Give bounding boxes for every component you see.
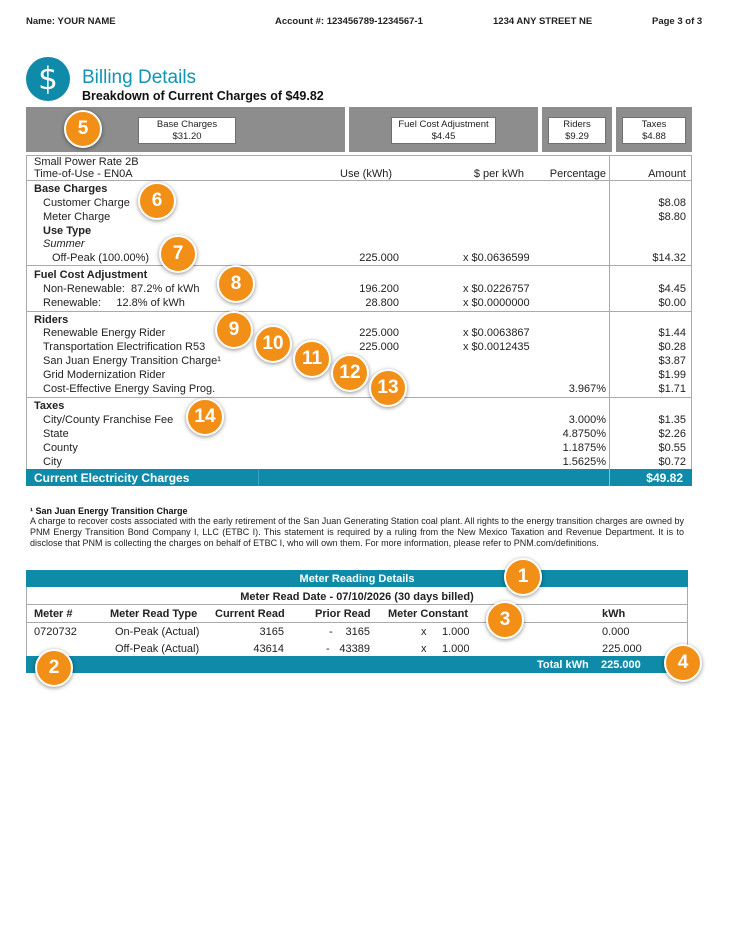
meter-read-date: Meter Read Date - 07/10/2026 (30 days billed) bbox=[240, 591, 474, 603]
line-label: Non-Renewable: 87.2% of kWh bbox=[43, 283, 200, 295]
callout-badge-7: 7 bbox=[159, 235, 197, 273]
meter-read-type: Off-Peak (Actual) bbox=[115, 643, 200, 655]
callout-badge-10: 10 bbox=[254, 325, 292, 363]
page-title: Billing Details bbox=[82, 67, 197, 88]
section-heading-taxes: Taxes bbox=[34, 400, 65, 412]
rider-label: Renewable Energy Rider bbox=[43, 327, 166, 339]
callout-badge-3: 3 bbox=[486, 601, 524, 639]
line-label: Off-Peak (100.00%) bbox=[52, 252, 150, 264]
tax-amount: $2.26 bbox=[658, 428, 686, 440]
line-amount: $0.00 bbox=[658, 297, 686, 309]
callout-badge-6: 6 bbox=[138, 182, 176, 220]
rider-amount: $1.99 bbox=[658, 369, 686, 381]
callout-badge-14: 14 bbox=[186, 398, 224, 436]
meter-col-prior: Prior Read bbox=[315, 608, 371, 620]
callout-badge-12: 12 bbox=[331, 354, 369, 392]
tax-label: County bbox=[43, 442, 78, 454]
meter-title: Meter Reading Details bbox=[299, 573, 415, 585]
customer-name: Name: YOUR NAME bbox=[26, 16, 116, 27]
tax-label: City/County Franchise Fee bbox=[43, 414, 174, 426]
callout-badge-13: 13 bbox=[369, 369, 407, 407]
section-heading-riders: Riders bbox=[34, 314, 69, 326]
meter-dash: - bbox=[326, 643, 330, 655]
callout-badge-9: 9 bbox=[215, 311, 253, 349]
section-heading-base: Base Charges bbox=[34, 183, 108, 195]
tax-amount: $0.72 bbox=[658, 456, 686, 468]
current-charges-label: Current Electricity Charges bbox=[34, 471, 190, 485]
rider-label: Transportation Electrification R53 bbox=[43, 341, 206, 353]
rider-amount: $3.87 bbox=[658, 355, 686, 367]
table-header-divider bbox=[26, 180, 692, 181]
tax-amount: $1.35 bbox=[658, 414, 686, 426]
rider-label: San Juan Energy Transition Charge¹ bbox=[43, 355, 221, 367]
rider-percentage: 3.967% bbox=[568, 383, 606, 395]
total-kwh-label: Total kWh bbox=[537, 659, 589, 671]
rider-label: Cost-Effective Energy Saving Prog. bbox=[43, 383, 216, 395]
line-amount: $14.32 bbox=[652, 252, 686, 264]
col-header-percentage: Percentage bbox=[549, 168, 606, 180]
callout-badge-8: 8 bbox=[217, 265, 255, 303]
meter-current-read: 3165 bbox=[259, 626, 284, 638]
meter-constant: 1.000 bbox=[442, 643, 470, 655]
callout-badge-4: 4 bbox=[664, 644, 702, 682]
line-use: 225.000 bbox=[359, 252, 399, 264]
meter-x: x bbox=[421, 626, 427, 638]
callout-badge-11: 11 bbox=[293, 340, 331, 378]
meter-col-meter: Meter # bbox=[34, 608, 73, 620]
summary-riders: Riders $9.29 bbox=[548, 117, 606, 144]
section-divider bbox=[26, 265, 692, 266]
row-divider bbox=[258, 469, 259, 486]
callout-badge-2: 2 bbox=[35, 649, 73, 687]
summary-fuel-cost: Fuel Cost Adjustment $4.45 bbox=[391, 117, 496, 144]
section-heading-fuel: Fuel Cost Adjustment bbox=[34, 269, 148, 281]
page-subtitle: Breakdown of Current Charges of $49.82 bbox=[82, 89, 324, 103]
line-label: Customer Charge bbox=[43, 197, 130, 209]
rider-amount: $1.44 bbox=[658, 327, 686, 339]
meter-dash: - bbox=[329, 626, 333, 638]
total-kwh-value: 225.000 bbox=[601, 659, 641, 671]
tax-percentage: 1.5625% bbox=[562, 456, 606, 468]
meter-kwh: 0.000 bbox=[602, 626, 630, 638]
use-type-heading: Use Type bbox=[43, 225, 92, 237]
tax-amount: $0.55 bbox=[658, 442, 686, 454]
tax-label: City bbox=[43, 456, 62, 468]
section-divider bbox=[26, 311, 692, 312]
rider-label: Grid Modernization Rider bbox=[43, 369, 166, 381]
section-divider bbox=[26, 397, 692, 398]
rider-amount: $0.28 bbox=[658, 341, 686, 353]
line-rate: x $0.0636599 bbox=[463, 252, 530, 264]
footnote-title: ¹ San Juan Energy Transition Charge bbox=[30, 506, 188, 516]
line-use: 196.200 bbox=[359, 283, 399, 295]
callout-badge-5: 5 bbox=[64, 110, 102, 148]
meter-x: x bbox=[421, 643, 427, 655]
current-charges-amount: $49.82 bbox=[646, 471, 683, 485]
rider-rate: x $0.0012435 bbox=[463, 341, 530, 353]
line-amount: $4.45 bbox=[658, 283, 686, 295]
page-number: Page 3 of 3 bbox=[652, 16, 703, 27]
line-label: Renewable: 12.8% of kWh bbox=[43, 297, 185, 309]
meter-divider bbox=[26, 604, 688, 605]
meter-prior-read: 3165 bbox=[345, 626, 370, 638]
meter-current-read: 43614 bbox=[253, 643, 284, 655]
line-rate: x $0.0000000 bbox=[463, 297, 530, 309]
line-amount: $8.08 bbox=[658, 197, 686, 209]
meter-col-type: Meter Read Type bbox=[110, 608, 198, 620]
rate-name: Small Power Rate 2B bbox=[34, 156, 139, 168]
rider-use: 225.000 bbox=[359, 327, 399, 339]
season-label: Summer bbox=[43, 238, 85, 250]
summary-taxes: Taxes $4.88 bbox=[622, 117, 686, 144]
rider-rate: x $0.0063867 bbox=[463, 327, 530, 339]
tax-percentage: 4.8750% bbox=[562, 428, 606, 440]
service-address: 1234 ANY STREET NE bbox=[493, 16, 593, 27]
rider-amount: $1.71 bbox=[658, 383, 686, 395]
col-header-amount: Amount bbox=[648, 168, 686, 180]
rate-schedule: Time-of-Use - EN0A bbox=[34, 168, 133, 180]
footnote-text: A charge to recover costs associated with the early retirement of the San Juan Generating Station coal plant. All rights to the energy transition charges are owned by PNM Energy Transition Bond Company I, LLC (ETBC I). This statement is required by a ruling from the New Mexico Taxation and Revenue Department. It is to disclose that PNM is collecting the charges on behalf of ETBC I, who will own them. For more information, please refer to PNM.com/definitions. bbox=[30, 516, 684, 549]
summary-base-charges: Base Charges $31.20 bbox=[138, 117, 236, 144]
meter-read-type: On-Peak (Actual) bbox=[115, 626, 200, 638]
meter-col-current: Current Read bbox=[215, 608, 285, 620]
row-divider bbox=[609, 469, 610, 486]
dollar-sign-icon: $ bbox=[26, 57, 70, 101]
meter-prior-read: 43389 bbox=[339, 643, 370, 655]
tax-percentage: 3.000% bbox=[568, 414, 606, 426]
tax-percentage: 1.1875% bbox=[562, 442, 606, 454]
callout-badge-1: 1 bbox=[504, 558, 542, 596]
col-header-use: Use (kWh) bbox=[340, 168, 392, 180]
line-label: Meter Charge bbox=[43, 211, 111, 223]
account-number: Account #: 123456789-1234567-1 bbox=[275, 16, 423, 27]
col-header-per-kwh: $ per kWh bbox=[473, 168, 524, 180]
line-use: 28.800 bbox=[365, 297, 399, 309]
meter-col-kwh: kWh bbox=[602, 608, 626, 620]
tax-label: State bbox=[43, 428, 69, 440]
meter-constant: 1.000 bbox=[442, 626, 470, 638]
rider-use: 225.000 bbox=[359, 341, 399, 353]
meter-divider bbox=[26, 622, 688, 623]
line-amount: $8.80 bbox=[658, 211, 686, 223]
meter-col-constant: Meter Constant bbox=[388, 608, 469, 620]
meter-kwh: 225.000 bbox=[602, 643, 642, 655]
line-rate: x $0.0226757 bbox=[463, 283, 530, 295]
meter-number: 0720732 bbox=[34, 626, 77, 638]
